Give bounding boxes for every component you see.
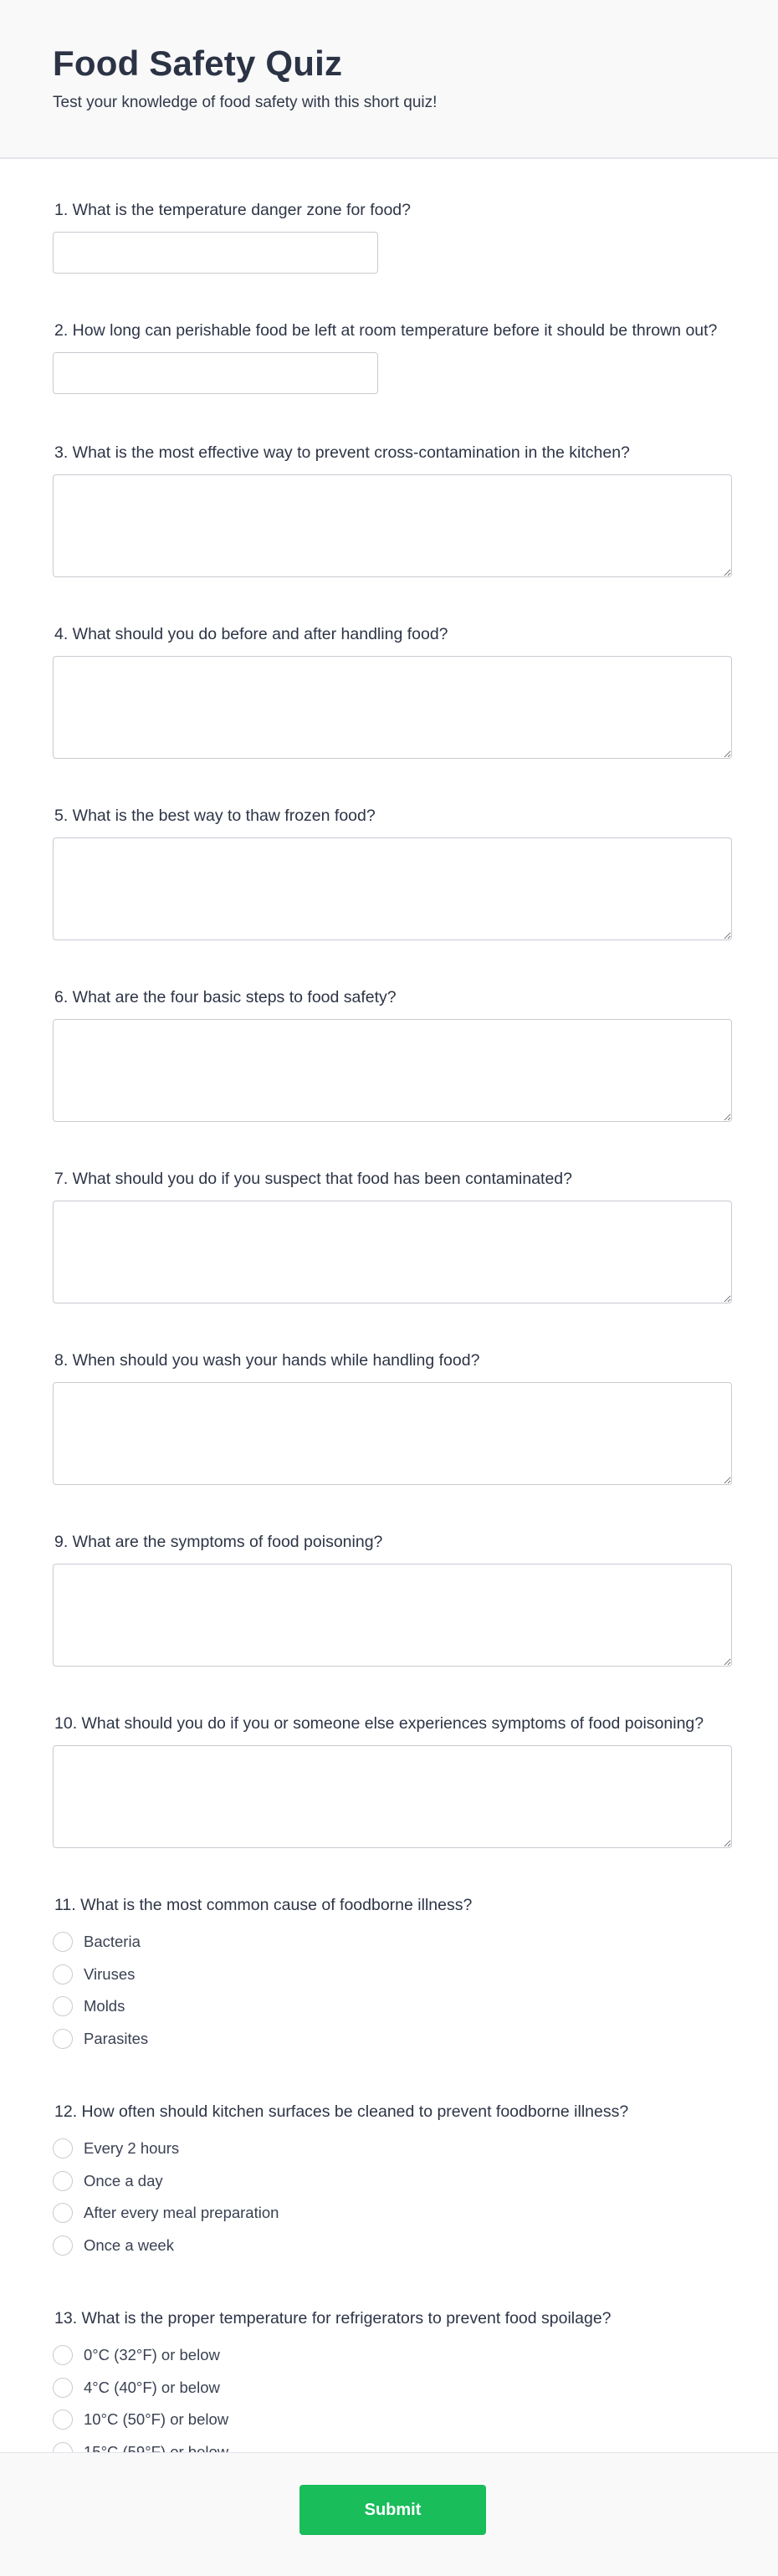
radio-option[interactable] [53, 2372, 732, 2404]
answer-textarea-5[interactable] [53, 837, 732, 940]
question-4 [53, 623, 732, 759]
page-subtitle: Test your knowledge of food safety with this short quiz! [53, 94, 438, 111]
radio-label: Viruses [84, 1964, 136, 1983]
question-label: 7. What should you do if you suspect that food has been contaminated? [54, 1170, 572, 1188]
radio-button[interactable] [53, 2345, 73, 2365]
answer-textarea-8[interactable] [53, 1382, 732, 1485]
radio-button[interactable] [53, 2410, 73, 2430]
question-5 [53, 805, 732, 940]
question-label: 10. What should you do if you or someone else experiences symptoms of food poisoning? [54, 1714, 704, 1733]
question-11 [53, 1894, 732, 2055]
answer-textarea-7[interactable] [53, 1201, 732, 1303]
question-8 [53, 1349, 732, 1485]
radio-button[interactable] [53, 2171, 73, 2191]
radio-label: Once a week [84, 2235, 174, 2254]
question-label: 3. What is the most effective way to prevent cross-contamination in the kitchen? [54, 443, 630, 462]
question-label: 13. What is the proper temperature for refrigerators to prevent food spoilage? [54, 2309, 612, 2328]
radio-label: Molds [84, 1997, 125, 2015]
radio-button[interactable] [53, 2138, 73, 2159]
radio-label: After every meal preparation [84, 2204, 279, 2222]
radio-option[interactable] [53, 2165, 732, 2198]
radio-button[interactable] [53, 2203, 73, 2223]
quiz-header [0, 0, 778, 159]
radio-option[interactable] [53, 2197, 732, 2230]
question-6 [53, 986, 732, 1122]
question-3 [53, 442, 732, 577]
question-2 [53, 320, 732, 394]
page-title: Food Safety Quiz [53, 44, 343, 83]
radio-label: 10°C (50°F) or below [84, 2410, 229, 2429]
radio-label: 0°C (32°F) or below [84, 2346, 220, 2364]
radio-group-13 [53, 2339, 732, 2468]
form-footer [0, 2452, 778, 2576]
radio-option[interactable] [53, 2133, 732, 2165]
radio-group-11 [53, 1926, 732, 2055]
submit-button[interactable]: Submit [299, 2485, 486, 2535]
question-label: 12. How often should kitchen surfaces be cleaned to prevent foodborne illness? [54, 2102, 629, 2121]
radio-option[interactable] [53, 2023, 732, 2056]
answer-textarea-4[interactable] [53, 656, 732, 759]
question-10 [53, 1713, 732, 1848]
question-label: 2. How long can perishable food be left at room temperature before it should be thrown out? [54, 321, 718, 340]
radio-button[interactable] [53, 2029, 73, 2049]
radio-button[interactable] [53, 2378, 73, 2398]
radio-option[interactable] [53, 2230, 732, 2262]
question-9 [53, 1531, 732, 1667]
answer-input-2[interactable] [53, 352, 378, 394]
question-7 [53, 1168, 732, 1303]
radio-label: Every 2 hours [84, 2139, 180, 2158]
question-label: 11. What is the most common cause of foodborne illness? [54, 1896, 473, 1914]
question-label: 8. When should you wash your hands while handling food? [54, 1351, 480, 1370]
radio-label: Parasites [84, 2029, 149, 2047]
questions-list [0, 159, 778, 2468]
radio-button[interactable] [53, 1932, 73, 1952]
radio-button[interactable] [53, 2235, 73, 2256]
radio-label: 4°C (40°F) or below [84, 2378, 220, 2396]
question-label: 6. What are the four basic steps to food safety? [54, 988, 397, 1006]
question-label: 1. What is the temperature danger zone for food? [54, 201, 412, 219]
radio-option[interactable] [53, 2339, 732, 2372]
question-12 [53, 2101, 732, 2261]
answer-textarea-6[interactable] [53, 1019, 732, 1122]
answer-input-1[interactable] [53, 232, 378, 274]
radio-label: Once a day [84, 2171, 163, 2189]
radio-button[interactable] [53, 1964, 73, 1984]
answer-textarea-10[interactable] [53, 1745, 732, 1848]
question-label: 9. What are the symptoms of food poisoning? [54, 1533, 383, 1551]
question-label: 4. What should you do before and after handling food? [54, 625, 448, 643]
question-13 [53, 2307, 732, 2468]
question-label: 5. What is the best way to thaw frozen food? [54, 807, 376, 825]
radio-option[interactable] [53, 1926, 732, 1959]
answer-textarea-9[interactable] [53, 1564, 732, 1667]
radio-group-12 [53, 2133, 732, 2261]
radio-button[interactable] [53, 1996, 73, 2016]
question-1 [53, 199, 732, 274]
radio-option[interactable] [53, 2404, 732, 2436]
radio-option[interactable] [53, 1959, 732, 1991]
radio-option[interactable] [53, 1990, 732, 2023]
answer-textarea-3[interactable] [53, 474, 732, 577]
radio-label: Bacteria [84, 1933, 141, 1951]
